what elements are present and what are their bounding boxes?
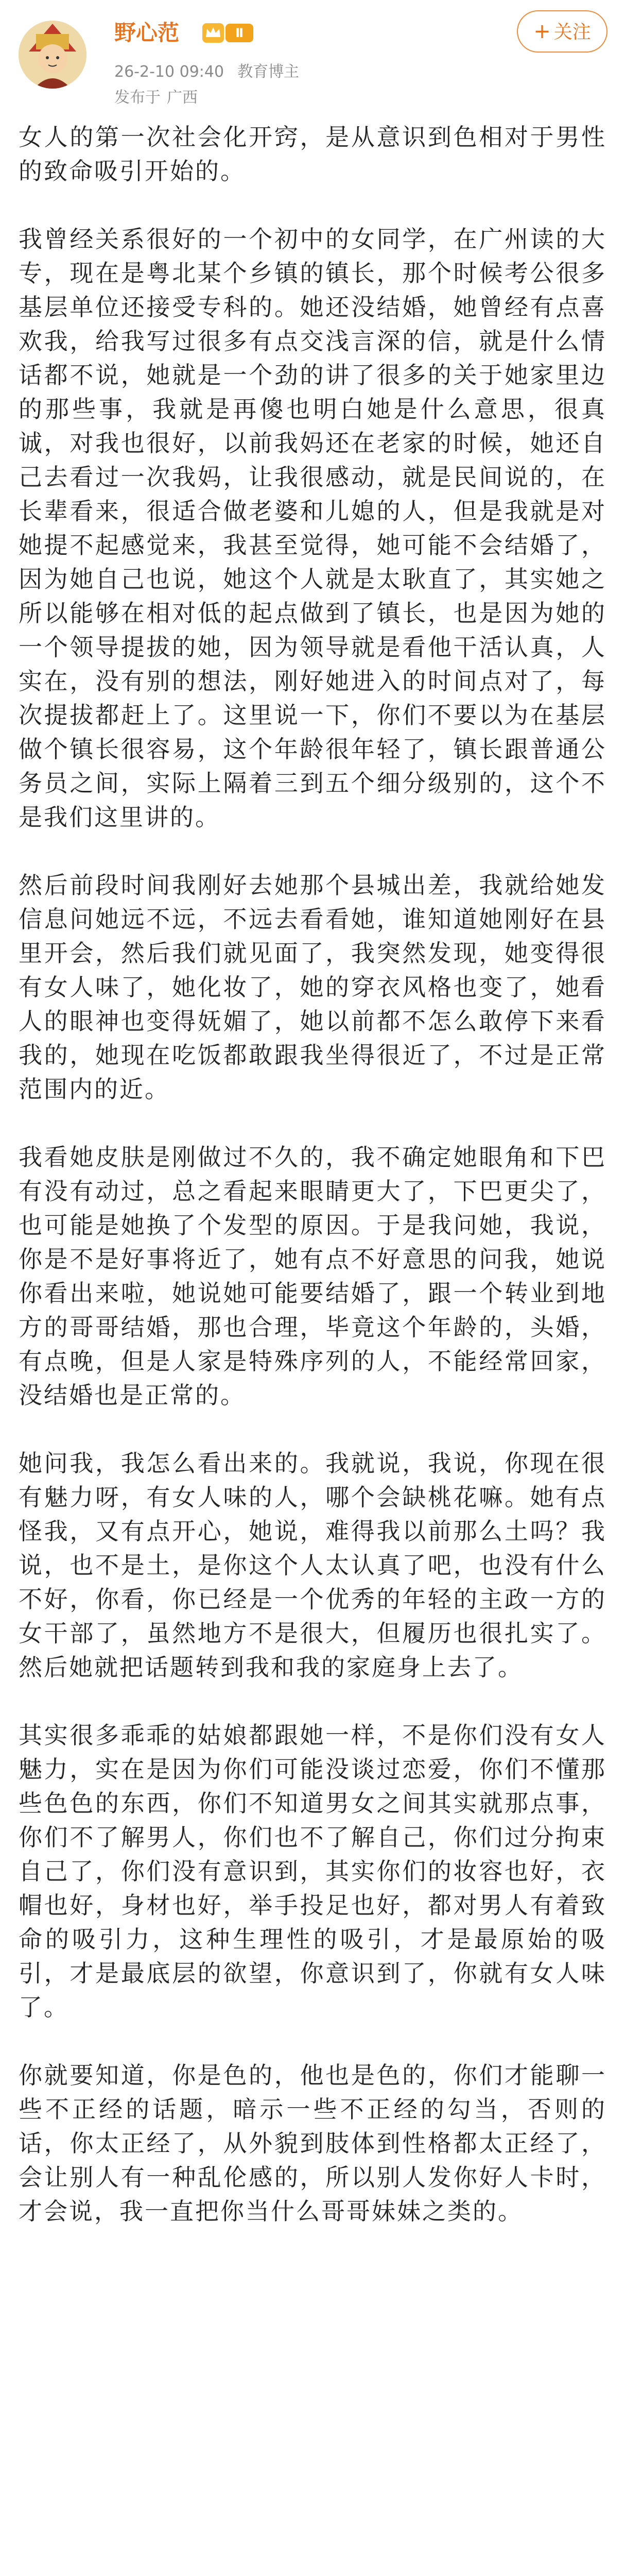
- avatar-portrait-icon: [19, 21, 86, 89]
- post-paragraph-7: 你就要知道，你是色的，他也是色的，你们才能聊一些不正经的话题，暗示一些不正经的勾当，否则的话，你太正经了，从外貌到肢体到性格都太正经了，会让别人有一种乱伦感的，所以别人发你好人卡时，才会说，我一直把你当什么哥哥妹妹之类的。: [19, 2061, 606, 2225]
- crown-icon: [202, 23, 224, 43]
- avatar[interactable]: [19, 21, 86, 89]
- post-header: [0, 0, 625, 111]
- post-paragraph-2: 我曾经关系很好的一个初中的女同学，在广州读的大专，现在是粤北某个乡镇的镇长，那个时候考公很多基层单位还接受专科的。她还没结婚，她曾经有点喜欢我，给我写过很多有点交浅言深的信，就是什么情话都不说，她就是一个劲的讲了很多的关于她家里边的那些事，我就是再傻也明白她是什么意思，很真诚，对我也很好，以前我妈还在老家的时候，她还自己去看过一次我妈，让我很感动，就是民间说的，在长辈看来，很适合做老婆和儿媳的人，但是我就是对她提不起感觉来，我甚至觉得，她可能不会结婚了，因为她自己也说，她这个人就是太耿直了，其实她之所以能够在相对低的起点做到了镇长，也是因为她的一个领导提拔的她，因为领导就是看他干活认真，人实在，没有别的想法，刚好她进入的时间点对了，每次提拔都赶上了。这里说一下，你们不要以为在基层做个镇长很容易，这个年龄很年轻了，镇长跟普通公务员之间，实际上隔着三到五个细分级别的，这个不是我们这里讲的。: [19, 225, 606, 831]
- post-paragraph-6: 其实很多乖乖的姑娘都跟她一样，不是你们没有女人魅力，实在是因为你们可能没谈过恋爱，你们不懂那些色色的东西，你们不知道男女之间其实就那点事，你们不了解男人，你们也不了解自己，你们过分拘束自己了，你们没有意识到，其实你们的妆容也好，衣帽也好，身材也好，举手投足也好，都对男人有着致命的吸引力，这种生理性的吸引，才是最原始的吸引，才是最底层的欲望，你意识到了，你就有女人味了。: [19, 1721, 606, 2021]
- plus-icon: +: [533, 20, 551, 43]
- post-timestamp: 26-2-10 09:40: [114, 63, 224, 81]
- post-paragraph-3: 然后前段时间我刚好去她那个县城出差，我就给她发信息问她远不远，不远去看看她，谁知道她刚好在县里开会，然后我们就见面了，我突然发现，她变得很有女人味了，她化妆了，她的穿衣风格也变了，她看人的眼神也变得妩媚了，她以前都不怎么敢停下来看我的，她现在吃饭都敢跟我坐得很近了，不过是正常范围内的近。: [19, 871, 606, 1103]
- post-paragraph-1: 女人的第一次社会化开窍，是从意识到色相对于男性的致命吸引开始的。: [19, 123, 606, 185]
- post-location: [114, 88, 198, 108]
- level-badge: Ⅱ: [225, 24, 253, 42]
- follow-label: 关注: [553, 22, 591, 43]
- author-source: 教育博主: [237, 63, 300, 81]
- post-meta: [114, 62, 299, 82]
- post-body: [19, 120, 606, 2228]
- author-name[interactable]: 野心范: [114, 20, 180, 45]
- follow-button[interactable]: [517, 10, 607, 53]
- location-value: 广西: [167, 89, 198, 107]
- post-paragraph-5: 她问我，我怎么看出来的。我就说，我说，你现在很有魅力呀，有女人味的人，哪个会缺桃花嘛。她有点怪我，又有点开心，她说，难得我以前那么土吗？我说，也不是土，是你这个人太认真了吧，也没有什么不好，你看，你已经是一个优秀的年轻的主政一方的女干部了，虽然地方不是很大，但履历也很扎实了。然后她就把话题转到我和我的家庭身上去了。: [19, 1449, 606, 1681]
- post-paragraph-4: 我看她皮肤是刚做过不久的，我不确定她眼角和下巴有没有动过，总之看起来眼睛更大了，下巴更尖了，也可能是她换了个发型的原因。于是我问她，我说，你是不是好事将近了，她有点不好意思的问我，她说你看出来啦，她说她可能要结婚了，跟一个转业到地方的哥哥结婚，那也合理，毕竟这个年龄的，头婚，有点晚，但是人家是特殊序列的人，不能经常回家，没结婚也是正常的。: [19, 1143, 606, 1409]
- location-label: 发布于: [114, 89, 161, 107]
